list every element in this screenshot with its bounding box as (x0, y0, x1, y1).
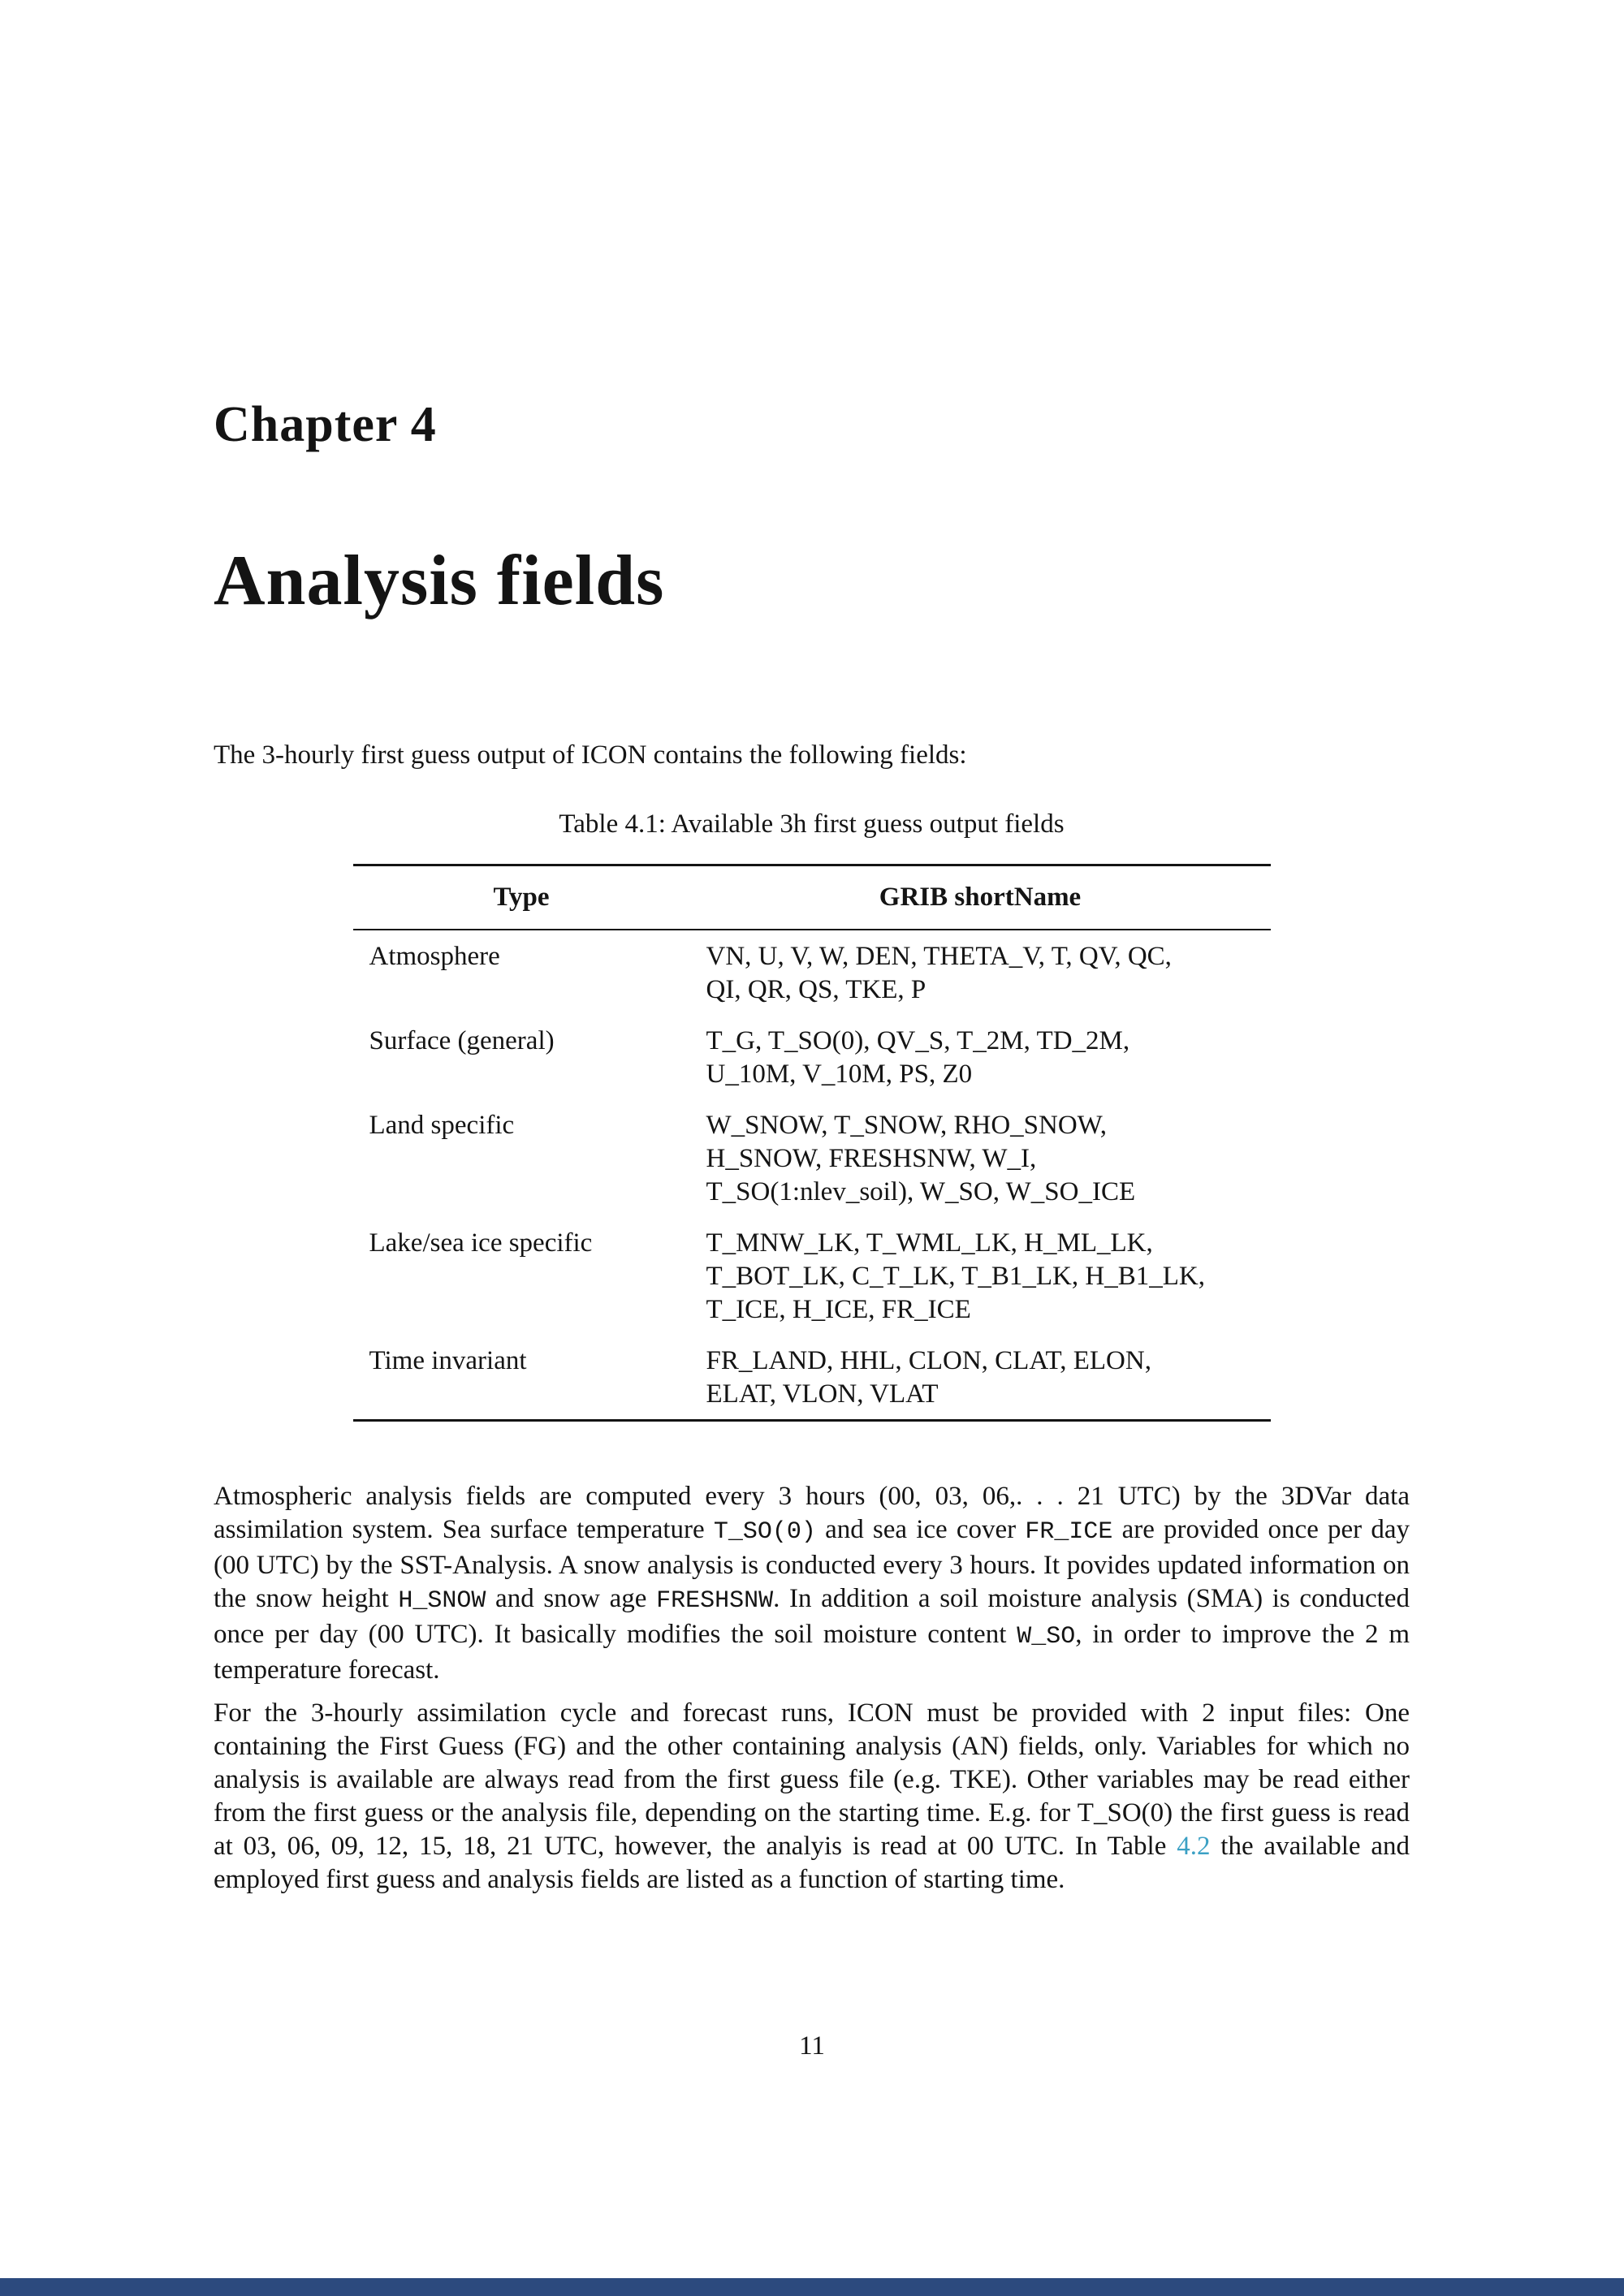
row-fields-cell: W_SNOW, T_SNOW, RHO_SNOW, H_SNOW, FRESHSNW, W_I, T_SO(1:nlev_soil), W_SO, W_SO_ICE (706, 1111, 1136, 1206)
row-type-cell: Lake/sea ice specific (369, 1228, 593, 1258)
paragraph-analysis-schedule (214, 1480, 1410, 1687)
document-title: Analysis fields (214, 542, 665, 620)
table-row-atmosphere (353, 930, 1271, 1015)
text-run: and sea ice cover (815, 1515, 1026, 1544)
code-span: H_SNOW (398, 1587, 486, 1615)
row-fields-cell: T_MNW_LK, T_WML_LK, H_ML_LK, T_BOT_LK, C_T_LK, T_B1_LK, H_B1_LK, T_ICE, H_ICE, FR_ICE (706, 1228, 1205, 1324)
row-type-cell: Land specific (369, 1111, 515, 1140)
table-row-surface (353, 1015, 1271, 1099)
text-run: Atmospheric analysis fields are computed every 3 hours (00, 03, 06,. . . 21 UTC) by the 3DVar data assimilation system. Sea surface temperature (214, 1482, 1410, 1544)
text-run: the available and employed first guess and analysis fields are listed as a function of starting time. (214, 1832, 1410, 1894)
code-span: W_SO (1017, 1623, 1076, 1651)
page-number: 11 (799, 2031, 825, 2061)
row-type-cell: Atmosphere (369, 942, 500, 971)
paragraph-input-files (214, 1697, 1410, 1897)
code-span: FRESHSNW (656, 1587, 774, 1615)
row-type-cell: Surface (general) (369, 1026, 555, 1055)
page-content (214, 0, 1410, 1897)
text-run: are provided once per day (00 UTC) by the SST-Analysis. A snow analysis is conducted every 3 hours. It povides updated information on the snow height (214, 1515, 1410, 1613)
text-run: For the 3-hourly assimilation cycle and forecast runs, ICON must be provided with 2 input files: One containing the First Guess (FG) and the other containing analysis (AN) fields, only. Variables for which no analysis is available are always read from the first guess file (e.g. TKE). Other variables may be read either from the first guess or the analysis file, depending on the starting time. E.g. for T_SO(0) the first guess is read at 03, 06, 09, 12, 15, 18, 21 UTC, however, the analyis is read at 00 UTC. In Table (214, 1698, 1410, 1861)
row-type-cell: Time invariant (369, 1346, 527, 1375)
code-span: FR_ICE (1025, 1518, 1113, 1546)
table-row-time-invariant (353, 1335, 1271, 1421)
first-guess-fields-table (353, 864, 1271, 1422)
table-ref-link[interactable]: 4.2 (1177, 1832, 1211, 1861)
text-run: , in order to improve the 2 m temperature forecast. (214, 1620, 1410, 1685)
code-span: T_SO(0) (713, 1518, 816, 1546)
table-caption: Table 4.1: Available 3h first guess output fields (559, 809, 1065, 839)
chapter-heading: Chapter 4 (214, 397, 437, 452)
text-run: . In addition a soil moisture analysis (SMA) is conducted once per day (00 UTC). It basically modifies the soil moisture content (214, 1584, 1410, 1649)
row-fields-cell: FR_LAND, HHL, CLON, CLAT, ELON, ELAT, VLON, VLAT (706, 1346, 1151, 1409)
column-header-type: Type (493, 883, 550, 912)
row-fields-cell: VN, U, V, W, DEN, THETA_V, T, QV, QC, QI, QR, QS, TKE, P (706, 942, 1172, 1004)
intro-paragraph: The 3-hourly first guess output of ICON contains the following fields: (214, 740, 967, 770)
column-header-grib-shortname: GRIB shortName (879, 883, 1082, 912)
table-row-lake-sea-ice (353, 1217, 1271, 1335)
table-header-row (353, 865, 1271, 930)
next-page-edge (0, 2278, 1624, 2296)
text-run: and snow age (486, 1584, 657, 1613)
row-fields-cell: T_G, T_SO(0), QV_S, T_2M, TD_2M, U_10M, V_10M, PS, Z0 (706, 1026, 1130, 1089)
table-row-land (353, 1099, 1271, 1217)
